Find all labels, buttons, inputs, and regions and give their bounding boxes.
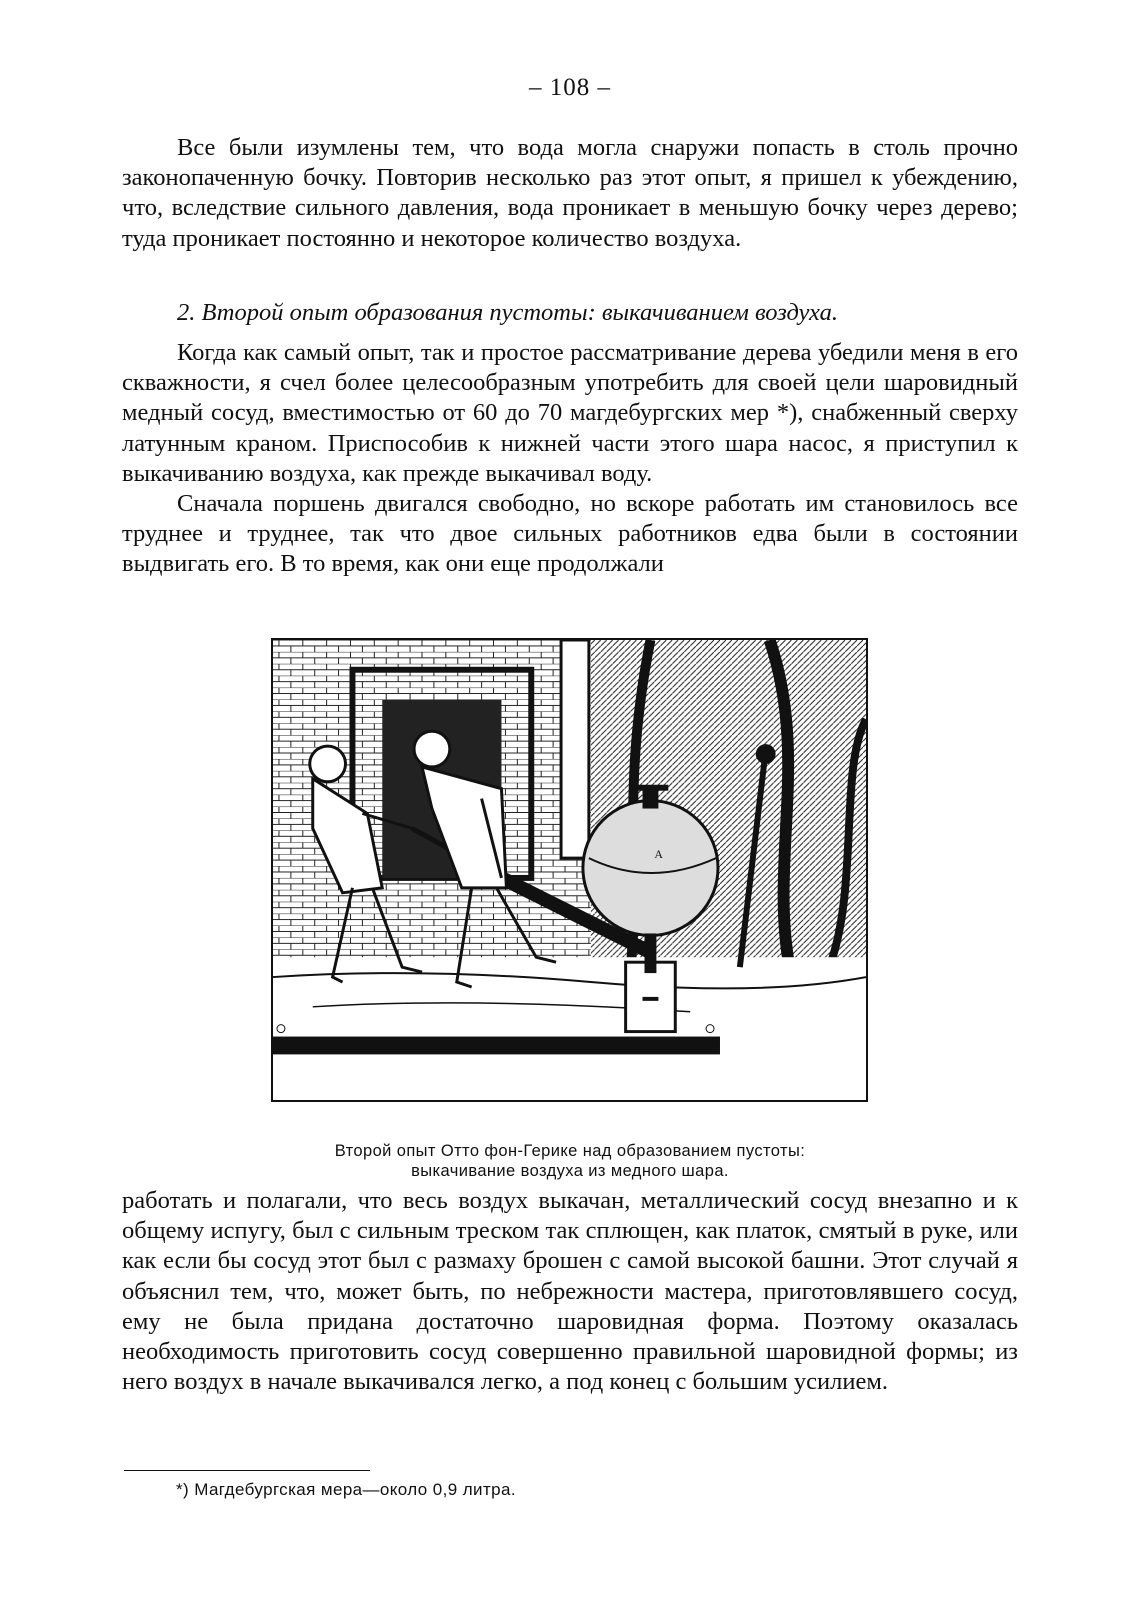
engraving-figure (271, 638, 868, 1102)
paragraph-1-block (122, 133, 1018, 254)
figure-caption (122, 1141, 1018, 1181)
paragraph-4: работать и полагали, что весь воздух выкачан, металлический сосуд внезапно и к общему испугу, был с сильным треском так сплющен, как платок, смятый в руке, или как если бы сосуд этот был с размаху брошен с самой высокой башни. Этот случай я объяснил тем, что, может быть, по небрежности мастера, приготовлявшего сосуд, ему не была придана достаточно шаровидная форма. Поэтому оказалась необходимость приготовить сосуд совершенно правильной шаровидной формы; из него воздух в начале выкачивался легко, а под конец с большим усилием. (122, 1187, 1018, 1396)
caption-line-2: выкачивание воздуха из медного шара. (411, 1162, 729, 1180)
page-number: – 108 – (529, 74, 611, 101)
paragraph-2-3-block (122, 338, 1018, 580)
brass-tap (643, 789, 659, 809)
paragraph-1: Все были изумлены тем, что вода могла снаружи попасть в столь прочно законопаченную бочку. Повторив несколько раз этот опыт, я пришел к убеждению, что, вследствие сильного давления, вода проникает в меньшую бочку через дерево; туда проникает постоянно и некоторое количество воздуха. (122, 134, 1018, 252)
copper-sphere (583, 801, 718, 936)
platform (273, 1037, 720, 1055)
paragraph-3: Сначала поршень двигался свободно, но вскоре работать им становилось все труднее и труднее, так что двое сильных работников едва были в состоянии выдвигать его. В то время, как они еще продолжали (122, 490, 1018, 578)
footnote-divider (124, 1470, 370, 1471)
paragraph-4-block (122, 1186, 1018, 1397)
paragraph-2: Когда как самый опыт, так и простое рассматривание дерева убедили меня в его скважности, я счел более целесообразным употребить для своей цели шаровидный медный сосуд, вместимостью от 60 до 70 магдебургских мер *), снабженный сверху латунным краном. Приспособив к нижней части этого шара насос, я приступил к выкачиванию воздуха, как прежде выкачивал воду. (122, 339, 1018, 487)
section-heading: 2. Второй опыт образования пустоты: выкачиванием воздуха. (177, 299, 838, 326)
sphere-label: A (654, 847, 664, 862)
vacuum-experiment-illustration (273, 640, 866, 1100)
caption-line-1: Второй опыт Отто фон-Герике над образованием пустоты: (334, 1142, 806, 1160)
column (561, 640, 589, 858)
footnote: *) Магдебургская мера—около 0,9 литра. (176, 1480, 516, 1499)
